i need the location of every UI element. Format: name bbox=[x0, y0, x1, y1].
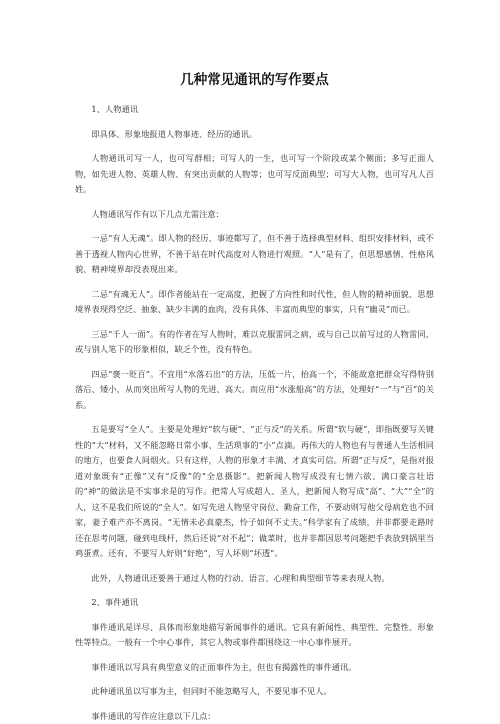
paragraph: 五是要写“全人”。主要是处理好“软与硬”、“正与反”的关系。所谓“软与硬”，即指既要写关键性的“大”材料，又不能忽略日常小事、生活琐事的“小”点滴。再伟大的人物也有与普通人生活相同的地方，也要食人间烟火。只有这样，人物的形象才丰满、才真实可信。所谓“正与反”，是指对报道对象既有“正像”又有“反像”的“全息摄影”。把新闻人物写成没有七情六欲、满口豪言壮语的“神”的做法是不实事求是的写作。把常人写成超人、圣人，把新闻人物写成“高”、“大”“全”的人，这不是我们所说的“全人”。如写先进人物坚守岗位、勤奋工作，不要动则写他父母病危也不回家，妻子难产亦不离岗。“无情未必真豪杰，怜子如何不丈夫。”科学家有了成绩，并非都要走路时还在思考问题，碰到电线杆，然后还说“对不起”；做菜时，也并非都因思考问题把手表放到锅里当鸡蛋煮。还有，不要写人好则“好绝”，写人坏则“坏透”。 bbox=[75, 422, 434, 562]
paragraph: 事件通讯是详尽、具体而形象地描写新闻事件的通讯。它具有新闻性、典型性、完整性、形象性等特点。一般有一个中心事件，其它人物或事件都围绕这一中心事件展开。 bbox=[75, 620, 434, 651]
section-heading-person: 1、人物通讯 bbox=[75, 102, 434, 118]
paragraph: 三忌“千人一面”。有的作者在写人物时，难以克服雷同之病，或与自己以前写过的人物雷同，或与别人笔下的形象相似，缺乏个性，没有特色。 bbox=[75, 327, 434, 358]
paragraph: 即具体、形象地报道人物事迹、经历的通讯。 bbox=[75, 127, 434, 143]
paragraph: 四忌“褒一贬百”。不宜用“水落石出”的方法，压低一片，抬高一个，不能故意把群众写得特别落后、矮小，从而突出所写人物的先进、高大。而应用“水涨船高”的方法，处理好“一”与“百”的关系。 bbox=[75, 367, 434, 414]
paragraph: 此外，人物通讯还要善于通过人物的行动、语言、心理和典型细节等来表现人物。 bbox=[75, 571, 434, 587]
document-title: 几种常见通讯的写作要点 bbox=[75, 68, 434, 88]
paragraph: 人物通讯可写一人，也可写群相；可写人的一生，也可写一个阶段或某个侧面；多写正面人物，如先进人物、英雄人物、有突出贡献的人物等；也可写反面典型；可写大人物，也可写凡人百姓。 bbox=[75, 151, 434, 198]
section-heading-event: 2、事件通讯 bbox=[75, 595, 434, 611]
paragraph: 一忌“有人无魂”。即人物的经历、事迹都写了，但不善于选择典型材料、组织安排材料，或不善于透视人物内心世界，不善于站在时代高度对人物进行观照。“人”是有了，但思想感情、性格风貌、精神境界却没表现出来。 bbox=[75, 231, 434, 278]
paragraph: 此种通讯虽以写事为主，但同时不能忽略写人，不要见事不见人。 bbox=[75, 684, 434, 700]
paragraph: 人物通讯写作有以下几点尤需注意： bbox=[75, 207, 434, 223]
paragraph: 事件通讯的写作应注意以下几点： bbox=[75, 709, 434, 724]
paragraph: 二忌“有魂无人”。即作者能站在一定高度，把握了方向性和时代性，但人物的精神面貌、思想境界表现得空泛、抽象、缺少丰满的血肉，没有具体、丰富而典型的事实，只有“幽灵”而已。 bbox=[75, 287, 434, 318]
paragraph: 事件通讯以写具有典型意义的正面事件为主，但也有揭露性的事件通讯。 bbox=[75, 660, 434, 676]
